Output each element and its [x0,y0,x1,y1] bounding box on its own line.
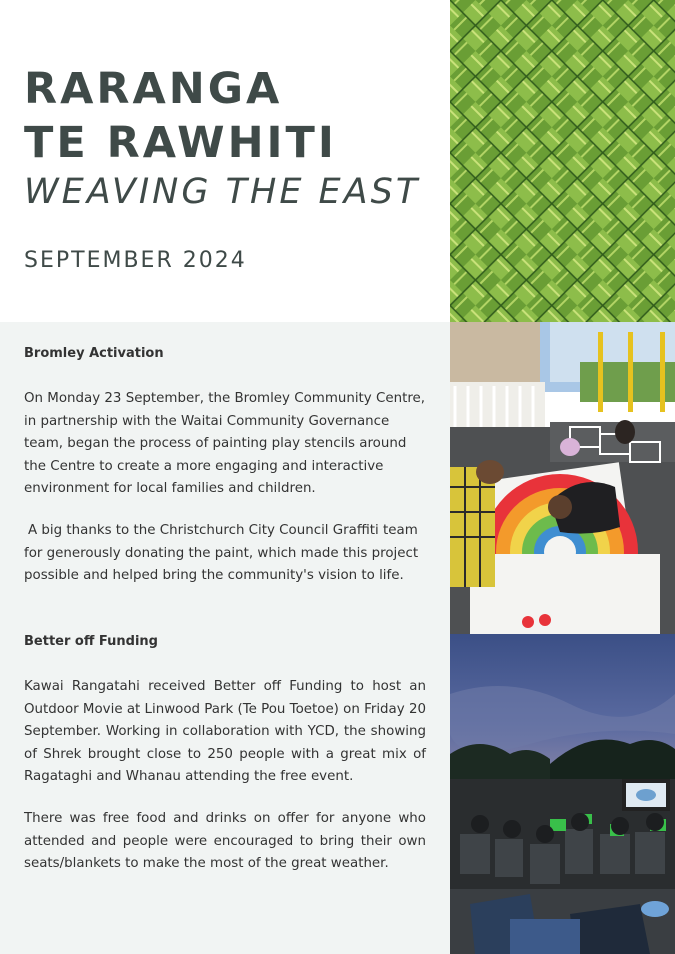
outdoor-movie-image [450,634,675,954]
page-subtitle: WEAVING THE EAST [24,172,421,212]
bromley-painting-photo [450,322,675,634]
bromley-paragraph-1: On Monday 23 September, the Bromley Community Centre, in partnership with the Waitai Community Governance team, began the process of painting play stencils around the Centre to create a more engaging and interactive environment for local families and children. [24,391,426,496]
funding-paragraph-2: There was free food and drinks on offer for anyone who attended and people were encouraged to bring their own seats/blankets to make the most of the great weather. [24,811,426,871]
painting-stencils-image [450,322,675,634]
issue-date: SEPTEMBER 2024 [24,248,247,273]
bromley-paragraph-2: A big thanks to the Christchurch City Council Graffiti team for generously donating the paint, which made this project possible and helped bring the community's vision to life. [24,523,419,583]
weaving-photo [450,0,675,322]
section-heading-funding: Better off Funding [24,634,158,649]
woven-flax-image [450,0,675,322]
funding-paragraph-1: Kawai Rangatahi received Better off Funding to host an Outdoor Movie at Linwood Park (Te Pou Toetoe) on Friday 20 September. Working in collaboration with YCD, the showing of Shrek brought close to 250 people with a great mix of Ragataghi and Whanau attending the free event. [24,679,426,784]
page-title: RARANGA TE RAWHITI [24,64,337,168]
outdoor-movie-photo [450,634,675,954]
header-panel [0,0,450,322]
section-heading-bromley: Bromley Activation [24,346,164,361]
